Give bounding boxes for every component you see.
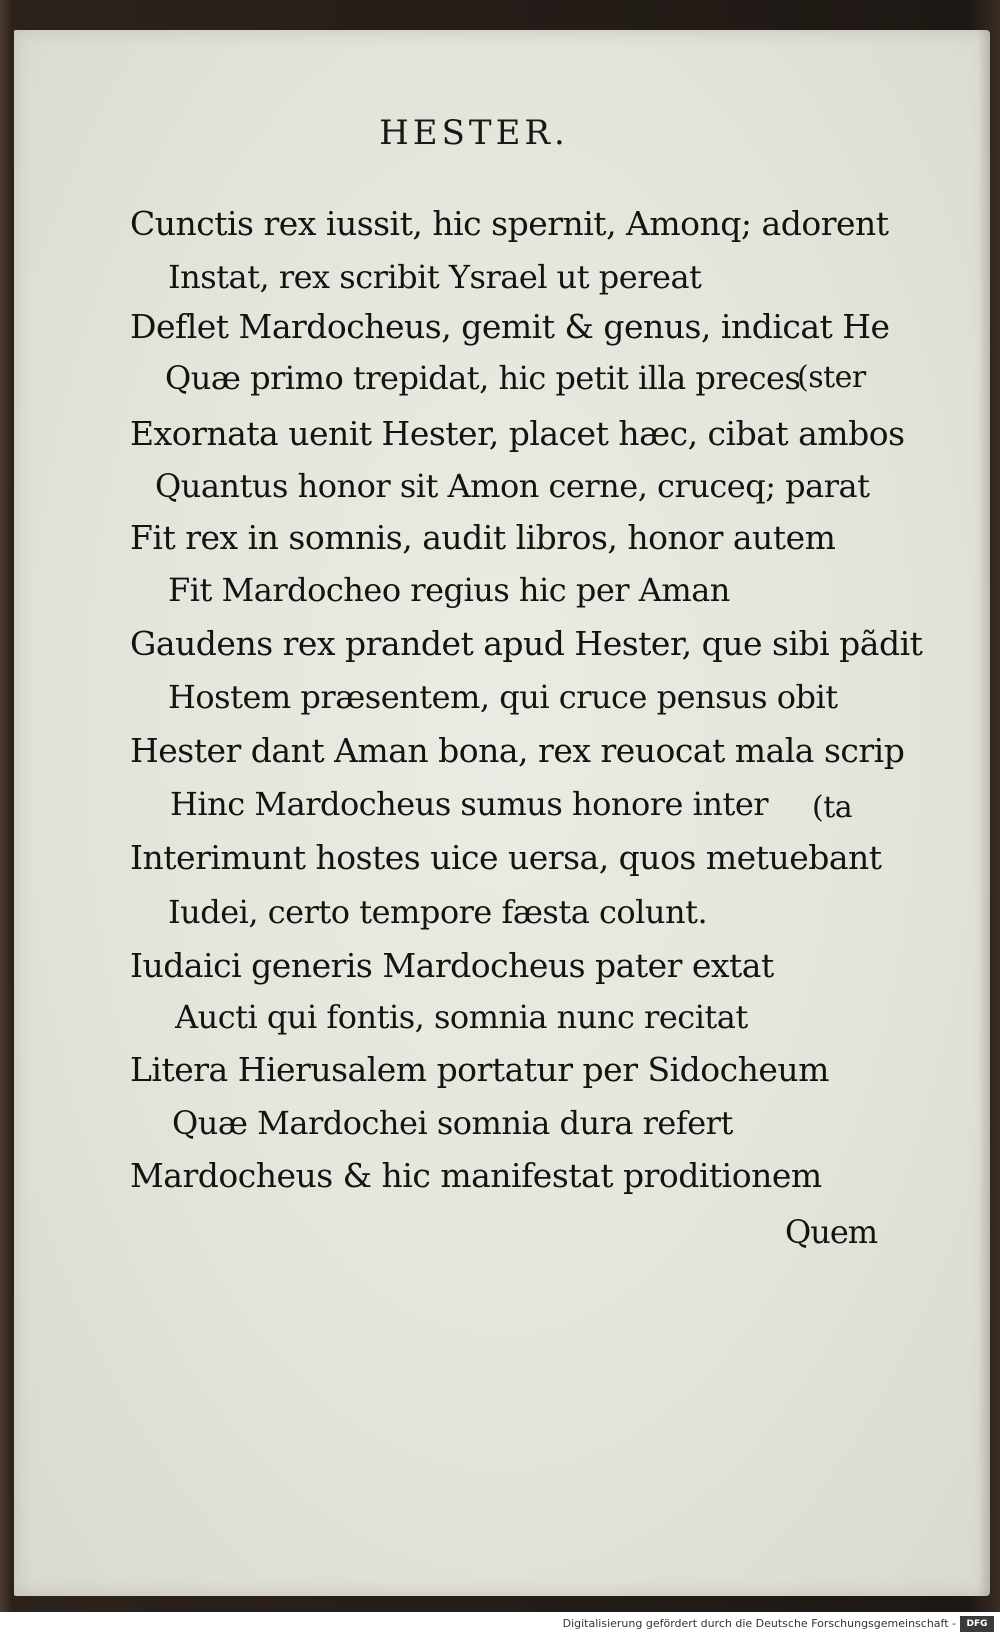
verse-line: Interimunt hostes uice uersa, quos metuebant — [130, 838, 882, 877]
verse-line: Quæ primo trepidat, hic petit illa preces — [165, 359, 801, 397]
catchword: Quem — [785, 1213, 878, 1251]
verse-line: Iudaici generis Mardocheus pater extat — [130, 946, 774, 985]
verse-line: Cunctis rex iussit, hic spernit, Amonq; adorent — [130, 204, 889, 243]
running-header: HESTER. — [379, 113, 569, 153]
verse-line: Gaudens rex prandet apud Hester, que sibi pãdit — [130, 624, 923, 663]
verse-line: Instat, rex scribit Ysrael ut pereat — [168, 258, 702, 296]
verse-line: Quantus honor sit Amon cerne, cruceq; parat — [155, 467, 870, 505]
dfg-logo: DFG — [960, 1616, 994, 1632]
verse-line: Quæ Mardochei somnia dura refert — [172, 1104, 733, 1142]
margin-fragment: (ster — [797, 360, 866, 395]
verse-line: Fit Mardocheo regius hic per Aman — [168, 571, 730, 609]
verse-line: Hester dant Aman bona, rex reuocat mala scrip — [130, 731, 905, 770]
funding-credit: Digitalisierung gefördert durch die Deutsche Forschungsgemeinschaft - — [562, 1617, 956, 1630]
verse-line: Hinc Mardocheus sumus honore inter — [170, 785, 769, 823]
verse-line: Hostem præsentem, qui cruce pensus obit — [168, 678, 838, 716]
verse-line: Iudei, certo tempore fæsta colunt. — [168, 893, 708, 931]
page-shadow-edge — [978, 30, 990, 1596]
verse-line: Fit rex in somnis, audit libros, honor autem — [130, 518, 836, 557]
verse-line: Aucti qui fontis, somnia nunc recitat — [175, 998, 748, 1036]
verse-line: Exornata uenit Hester, placet hæc, cibat ambos — [130, 414, 905, 453]
verse-line: Mardocheus & hic manifestat proditionem — [130, 1156, 822, 1195]
verse-line: Deflet Mardocheus, gemit & genus, indicat He — [130, 307, 890, 346]
margin-fragment: (ta — [812, 790, 853, 825]
verse-line: Litera Hierusalem portatur per Sidocheum — [130, 1050, 829, 1089]
